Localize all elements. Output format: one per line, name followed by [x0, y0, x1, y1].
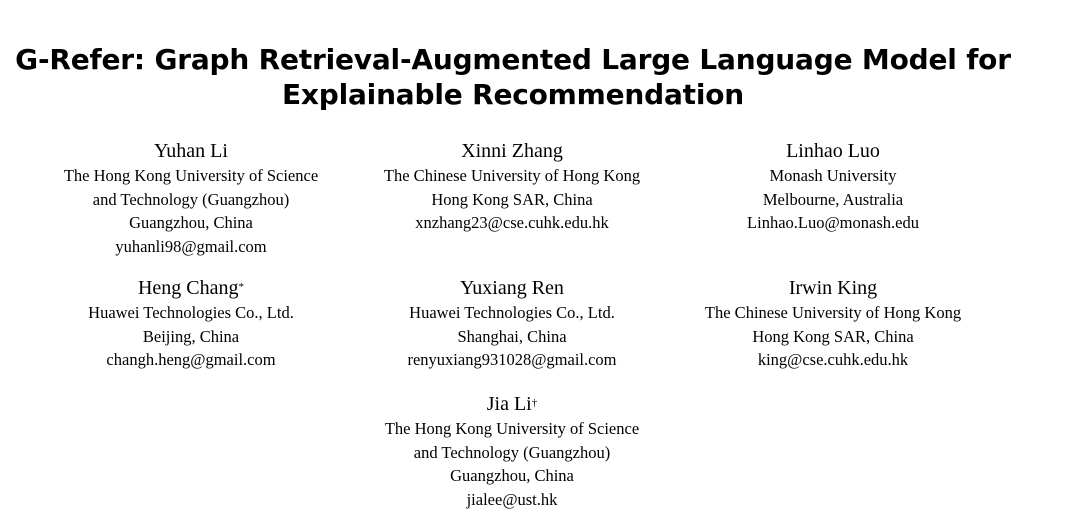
author-block	[40, 138, 342, 258]
author-affiliation: Melbourne, Australia	[762, 189, 904, 209]
author-affiliation: Guangzhou, China	[129, 213, 253, 232]
author-affiliation: Shanghai, China	[457, 326, 567, 346]
title-line-1: G-Refer: Graph Retrieval-Augmented Large Language Model for	[15, 43, 1011, 76]
author-affiliation: Huawei Technologies Co., Ltd.	[88, 303, 294, 322]
author-block	[361, 138, 663, 235]
author-name: Xinni Zhang	[461, 140, 563, 162]
author-block	[682, 138, 984, 235]
author-name: Yuhan Li	[154, 140, 228, 162]
author-affiliation: and Technology (Guangzhou)	[92, 189, 290, 209]
author-footnote-mark: †	[531, 397, 538, 409]
author-affiliation: Hong Kong SAR, China	[431, 189, 593, 209]
author-affiliation: The Hong Kong University of Science	[384, 419, 640, 438]
author-affiliation: Beijing, China	[142, 326, 240, 346]
author-affiliation: The Hong Kong University of Science	[63, 166, 319, 185]
author-name: Linhao Luo	[786, 140, 880, 162]
author-block	[682, 275, 984, 372]
title-line-2: Explainable Recommendation	[281, 78, 745, 111]
author-name: Jia Li†	[486, 393, 538, 415]
author-email: xnzhang23@cse.cuhk.edu.hk	[415, 213, 609, 232]
author-name: Heng Chang*	[137, 277, 245, 299]
author-affiliation: The Chinese University of Hong Kong	[383, 166, 641, 185]
author-email: renyuxiang931028@gmail.com	[407, 350, 617, 369]
paper-title	[0, 42, 1026, 112]
author-block	[40, 275, 342, 372]
author-affiliation: Huawei Technologies Co., Ltd.	[409, 303, 615, 322]
author-email: Linhao.Luo@monash.edu	[747, 213, 919, 232]
author-name: Yuxiang Ren	[460, 277, 564, 299]
author-affiliation: The Chinese University of Hong Kong	[704, 303, 962, 322]
author-name: Irwin King	[788, 277, 878, 299]
author-affiliation: and Technology (Guangzhou)	[413, 442, 611, 462]
author-email: jialee@ust.hk	[466, 489, 558, 509]
author-email: king@cse.cuhk.edu.hk	[757, 350, 909, 369]
author-email: changh.heng@gmail.com	[106, 350, 276, 369]
author-affiliation: Monash University	[769, 166, 897, 185]
author-email: yuhanli98@gmail.com	[115, 236, 267, 256]
author-affiliation: Hong Kong SAR, China	[752, 326, 914, 346]
author-block	[361, 275, 663, 372]
author-block	[361, 391, 663, 511]
author-affiliation: Guangzhou, China	[450, 466, 574, 485]
author-footnote-mark: *	[238, 281, 245, 293]
